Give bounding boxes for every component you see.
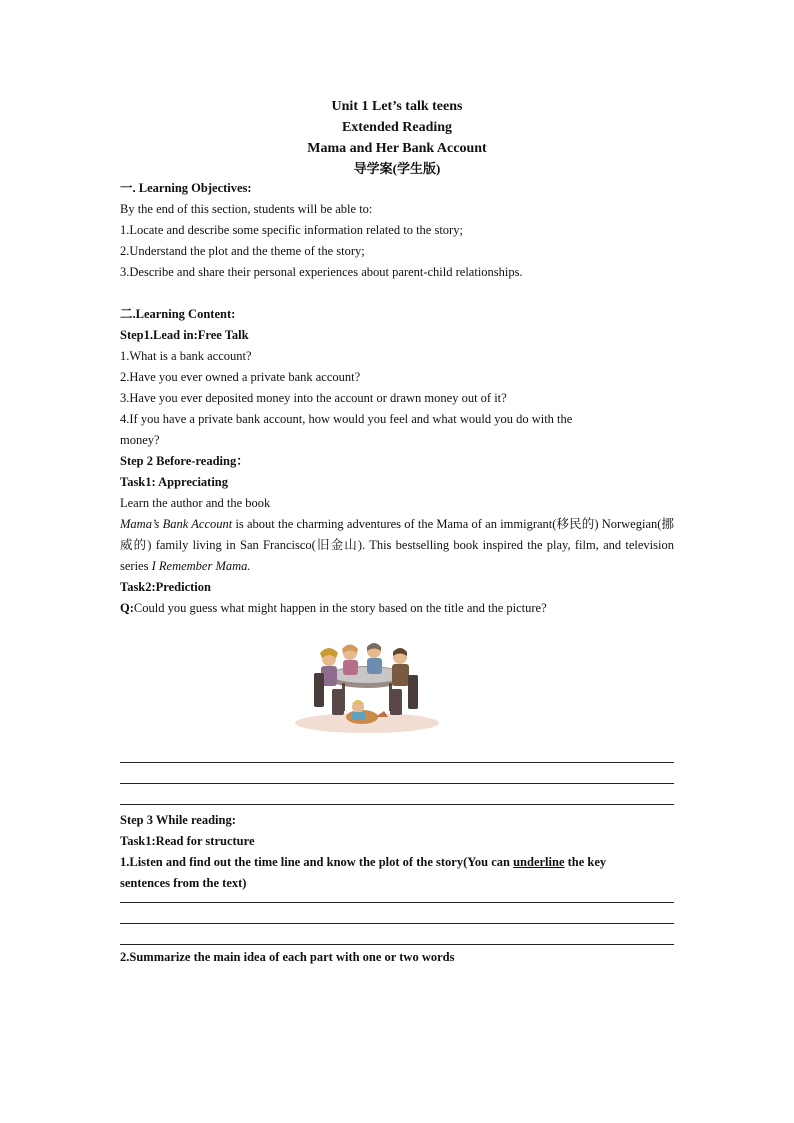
lead-in-question: 1.What is a bank account? bbox=[120, 349, 252, 363]
objectives-intro: By the end of this section, students will be able to: bbox=[120, 202, 373, 216]
lead-in-question: money? bbox=[120, 433, 160, 447]
book-title: Mama’s Bank Account bbox=[120, 517, 233, 531]
lead-in-question: 4.If you have a private bank account, how would you feel and what would you do with the bbox=[120, 412, 573, 426]
answer-line[interactable] bbox=[120, 923, 674, 924]
section-title: Extended Reading bbox=[341, 120, 453, 135]
underline-word: underline bbox=[513, 855, 565, 869]
step3-heading: Step 3 While reading: bbox=[120, 813, 236, 827]
worksheet-page bbox=[120, 96, 674, 968]
content-heading: 二.Learning Content: bbox=[120, 307, 236, 321]
worksheet-subtitle: 导学案(学生版) bbox=[353, 161, 441, 176]
book-description-text: is about the charming adventures of the Mama of an immigrant(移民的) Norwegian(挪威的) family living in San Francisco(旧金山). This bestselling book inspired the play, film, and television series bbox=[120, 517, 674, 573]
structure-item-1-cont: sentences from the text) bbox=[120, 876, 247, 890]
question-label: Q: bbox=[120, 601, 134, 615]
unit-title: Unit 1 Let’s talk teens bbox=[331, 99, 463, 114]
family-at-table-illustration bbox=[292, 637, 442, 737]
structure-item-1 bbox=[120, 852, 674, 873]
objective-item: 2.Understand the plot and the theme of the story; bbox=[120, 244, 365, 258]
objective-item: 3.Describe and share their personal experiences about parent-child relationships. bbox=[120, 265, 523, 279]
objectives-heading: 一. Learning Objectives: bbox=[120, 181, 252, 195]
lead-in-question: 2.Have you ever owned a private bank account? bbox=[120, 370, 361, 384]
task1-intro: Learn the author and the book bbox=[120, 496, 271, 510]
series-title: I Remember Mama. bbox=[151, 559, 251, 573]
answer-line[interactable] bbox=[120, 902, 674, 903]
item1-text-b: the key bbox=[564, 855, 607, 869]
story-picture bbox=[120, 619, 674, 759]
step2-heading: Step 2 Before-reading： bbox=[120, 454, 249, 468]
answer-lines-group bbox=[120, 759, 674, 760]
spacer bbox=[120, 283, 674, 304]
story-title: Mama and Her Bank Account bbox=[307, 141, 487, 156]
lead-in-question: 3.Have you ever deposited money into the account or drawn money out of it? bbox=[120, 391, 507, 405]
answer-line[interactable] bbox=[120, 783, 674, 784]
step3-task1-heading: Task1:Read for structure bbox=[120, 834, 255, 848]
objective-item: 1.Locate and describe some specific information related to the story; bbox=[120, 223, 463, 237]
book-description bbox=[120, 514, 674, 577]
task1-heading: Task1: Appreciating bbox=[120, 475, 229, 489]
prediction-question bbox=[120, 598, 674, 619]
step1-heading: Step1.Lead in:Free Talk bbox=[120, 328, 249, 342]
question-text: Could you guess what might happen in the story based on the title and the picture? bbox=[133, 601, 547, 615]
structure-item-2: 2.Summarize the main idea of each part with one or two words bbox=[120, 950, 455, 964]
task2-heading: Task2:Prediction bbox=[120, 580, 211, 594]
answer-line[interactable] bbox=[120, 762, 674, 763]
item1-text-a: 1.Listen and find out the time line and know the plot of the story(You can bbox=[120, 855, 514, 869]
